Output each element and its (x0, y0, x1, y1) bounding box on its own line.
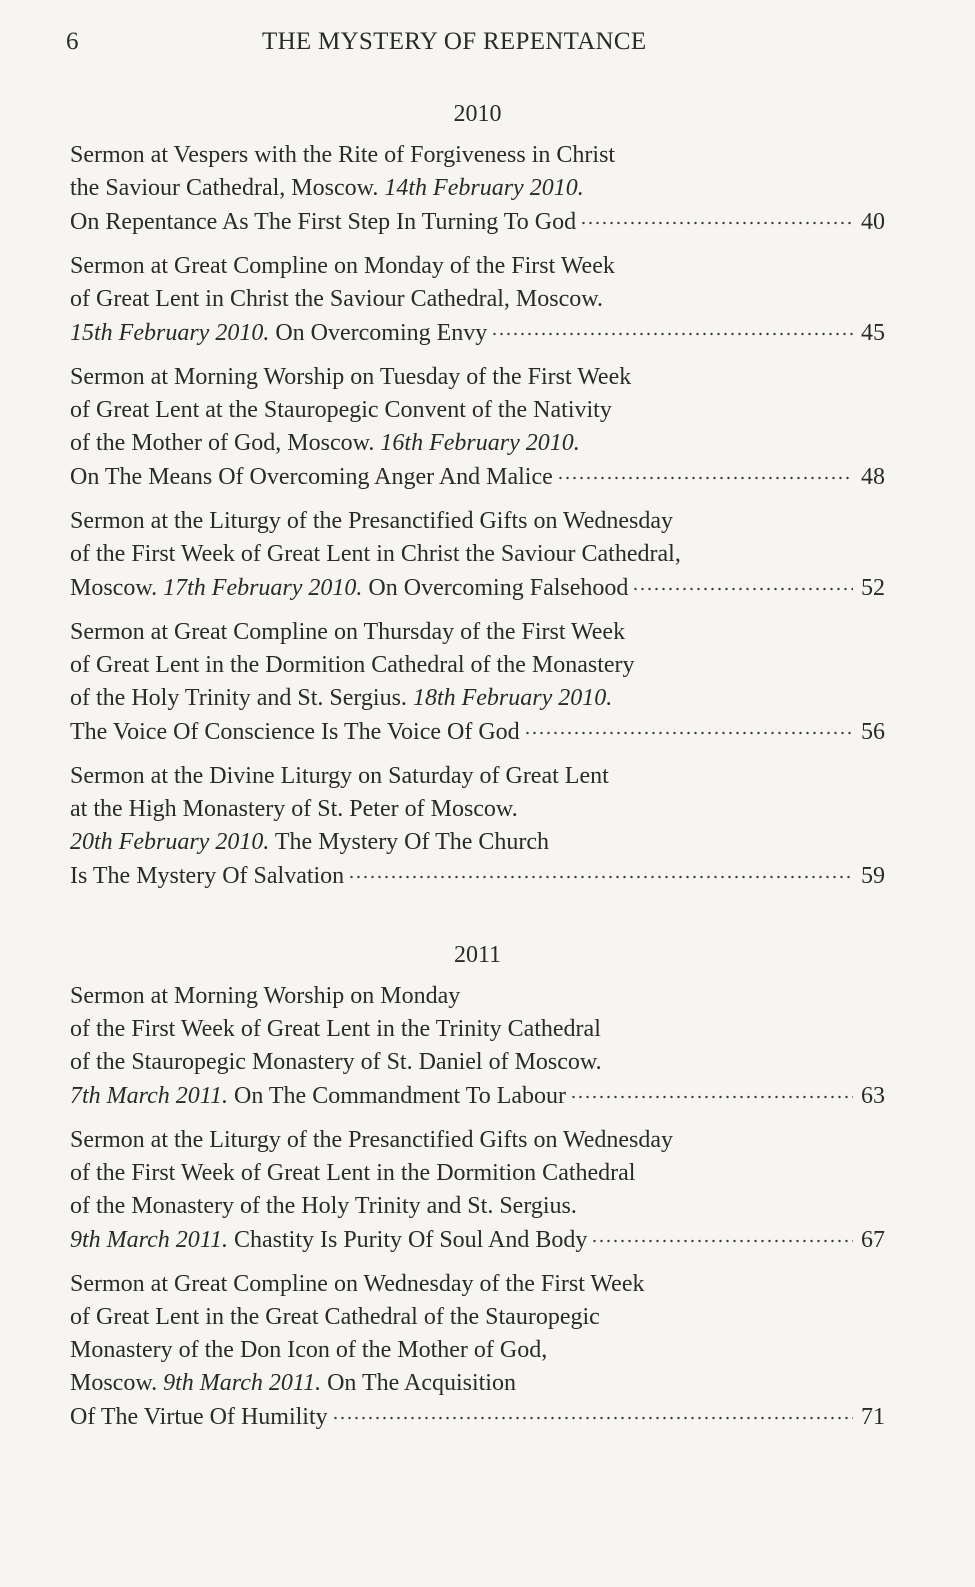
entry-line (70, 505, 885, 538)
entry-text: On Overcoming Falsehood (362, 575, 629, 601)
dot-leader (632, 567, 853, 591)
dot-leader (524, 711, 853, 735)
entry-text: of the Monastery of the Holy Trinity and St. Sergius. (70, 1193, 577, 1219)
entry-page-number: 59 (861, 863, 885, 889)
entry-text: of the First Week of Great Lent in the Trinity Cathedral (70, 1016, 601, 1042)
entry-text: of Great Lent at the Stauropegic Convent of the Nativity (70, 397, 612, 423)
entry-title (70, 1224, 587, 1257)
entry-text: at the High Monastery of St. Peter of Moscow. (70, 796, 518, 822)
entry-page-number: 71 (861, 1404, 885, 1430)
entry-text: of Great Lent in the Great Cathedral of the Stauropegic (70, 1304, 600, 1330)
entry-line (70, 394, 885, 427)
entry-text: Sermon at Morning Worship on Tuesday of the First Week (70, 364, 632, 390)
entry-line (70, 361, 885, 394)
entry-date: 9th March 2011. (163, 1370, 322, 1396)
entry-line (70, 1013, 885, 1046)
entry-text: of the Stauropegic Monastery of St. Daniel of Moscow. (70, 1049, 602, 1075)
entry-text: Sermon at the Liturgy of the Presanctified Gifts on Wednesday (70, 1127, 674, 1153)
entry-text: Moscow. (70, 575, 164, 601)
toc-entry[interactable] (70, 505, 885, 605)
entry-text: The Voice Of Conscience Is The Voice Of God (70, 719, 520, 745)
entry-title-line (70, 571, 885, 605)
entry-title-line (70, 1223, 885, 1257)
entry-date: 18th February 2010. (412, 685, 613, 711)
table-of-contents (70, 94, 885, 1445)
entry-text: Sermon at Great Compline on Wednesday of the First Week (70, 1271, 645, 1297)
toc-entry[interactable] (70, 1124, 885, 1257)
toc-entry[interactable] (70, 250, 885, 350)
entry-page-number: 52 (861, 575, 885, 601)
entry-line (70, 1157, 885, 1190)
entry-text: of the First Week of Great Lent in the Dormition Cathedral (70, 1160, 636, 1186)
toc-entry[interactable] (70, 139, 885, 239)
entry-text: of the Mother of God, Moscow. (70, 430, 381, 456)
dot-leader (348, 855, 853, 879)
entry-text: of Great Lent in Christ the Saviour Cathedral, Moscow. (70, 286, 603, 312)
entry-title-line (70, 460, 885, 494)
entry-line (70, 616, 885, 649)
entry-line (70, 649, 885, 682)
entry-text: of the Holy Trinity and St. Sergius. (70, 685, 413, 711)
entry-line (70, 980, 885, 1013)
entry-date: 15th February 2010. (70, 320, 270, 346)
year-heading: 2010 (453, 101, 502, 127)
entry-date: 16th February 2010. (380, 430, 580, 456)
toc-entry[interactable] (70, 1268, 885, 1434)
entry-text: of the First Week of Great Lent in Christ the Saviour Cathedral, (70, 541, 681, 567)
entry-line (70, 1334, 885, 1367)
entry-title (70, 206, 576, 239)
running-title: THE MYSTERY OF REPENTANCE (262, 28, 647, 55)
entry-line (70, 1268, 885, 1301)
entry-line (70, 793, 885, 826)
toc-entry[interactable] (70, 361, 885, 494)
entry-text: On Overcoming Envy (269, 320, 488, 346)
entry-line (70, 760, 885, 793)
entry-date: 17th February 2010. (163, 575, 363, 601)
entry-page-number: 63 (861, 1083, 885, 1109)
entry-text: Sermon at the Divine Liturgy on Saturday of Great Lent (70, 763, 609, 789)
entry-text: Sermon at the Liturgy of the Presanctified Gifts on Wednesday (70, 508, 674, 534)
dot-leader (580, 201, 853, 225)
toc-entry[interactable] (70, 616, 885, 749)
entry-text: Of The Virtue Of Humility (70, 1404, 328, 1430)
entry-text: Sermon at Morning Worship on Monday (70, 983, 461, 1009)
entry-title (70, 1080, 566, 1113)
entry-title-line (70, 316, 885, 350)
entry-title (70, 1401, 328, 1434)
dot-leader (591, 1219, 853, 1243)
entry-text: On The Acquisition (321, 1370, 516, 1396)
entry-title-line (70, 1079, 885, 1113)
entry-page-number: 40 (861, 209, 885, 235)
entry-text: Sermon at Great Compline on Monday of the First Week (70, 253, 615, 279)
entry-text: Sermon at Great Compline on Thursday of the First Week (70, 619, 626, 645)
entry-text: Sermon at Vespers with the Rite of Forgiveness in Christ (70, 142, 616, 168)
dot-leader (557, 456, 853, 480)
entry-date: 7th March 2011. (70, 1083, 228, 1109)
dot-leader (332, 1396, 853, 1420)
running-header (66, 28, 909, 64)
entry-text: Is The Mystery Of Salvation (70, 863, 345, 889)
entry-title-line (70, 715, 885, 749)
entry-title-line (70, 1400, 885, 1434)
page-number: 6 (66, 28, 79, 55)
entry-page-number: 67 (861, 1227, 885, 1253)
entry-title (70, 572, 628, 605)
entry-line (70, 1301, 885, 1334)
toc-entry[interactable] (70, 760, 885, 893)
year-heading: 2011 (453, 942, 502, 968)
entry-title (70, 716, 520, 749)
entry-title-line (70, 859, 885, 893)
entry-text: On The Means Of Overcoming Anger And Malice (70, 464, 553, 490)
entry-text: Moscow. (70, 1370, 164, 1396)
entry-text: On The Commandment To Labour (227, 1083, 567, 1109)
entry-date: 20th February 2010. (70, 829, 270, 855)
entry-date: 14th February 2010. (384, 175, 584, 201)
entry-date: 9th March 2011. (70, 1227, 228, 1253)
entry-title (70, 860, 344, 893)
entry-page-number: 48 (861, 464, 885, 490)
entry-page-number: 45 (861, 320, 885, 346)
entry-text: Monastery of the Don Icon of the Mother of God, (70, 1337, 548, 1363)
entry-line (70, 1124, 885, 1157)
entry-title (70, 317, 487, 350)
entry-text: the Saviour Cathedral, Moscow. (70, 175, 385, 201)
entry-text: of Great Lent in the Dormition Cathedral of the Monastery (70, 652, 635, 678)
entry-page-number: 56 (861, 719, 885, 745)
entry-line (70, 250, 885, 283)
entry-title (70, 461, 553, 494)
dot-leader (570, 1075, 853, 1099)
dot-leader (491, 312, 853, 336)
entry-text: On Repentance As The First Step In Turning To God (70, 209, 577, 235)
toc-entry[interactable] (70, 980, 885, 1113)
entry-text: The Mystery Of The Church (269, 829, 550, 855)
entry-text: Chastity Is Purity Of Soul And Body (227, 1227, 588, 1253)
entry-title-line (70, 205, 885, 239)
entry-line (70, 139, 885, 172)
